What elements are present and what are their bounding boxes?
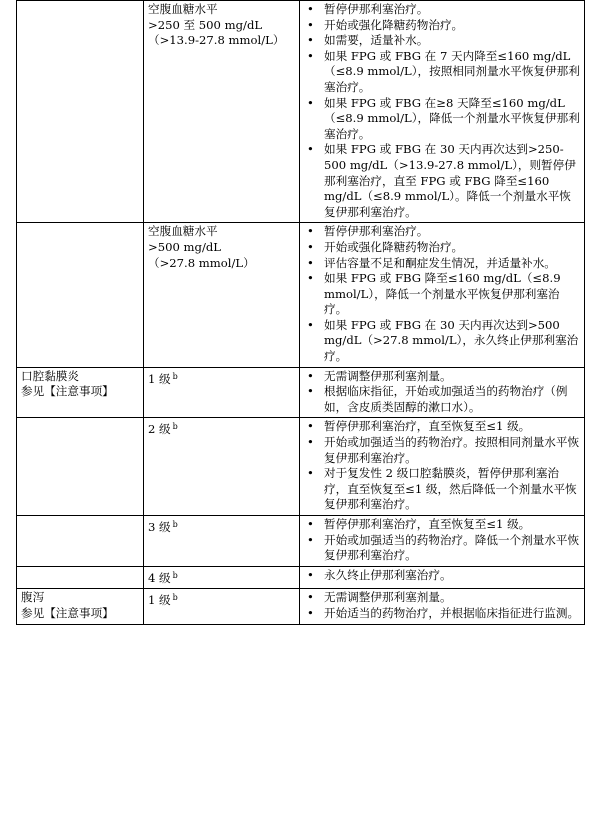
table-row [17,1,585,223]
grade-label: 3 级 [148,520,171,534]
condition-line: 空腹血糖水平 [148,2,218,16]
action-item: • 如果 FPG 或 FBG 在 7 天内降至≤160 mg/dL（≤8.9 mmol/L），按照相同剂量水平恢复伊那利塞治疗。 [304,49,580,96]
action-item: • 如需要，适量补水。 [304,33,580,49]
action-item: • 如果 FPG 或 FBG 降至≤160 mg/dL（≤8.9 mmol/L），降低一个剂量水平恢复伊那利塞治疗。 [304,271,580,318]
condition-line: >500 mg/dL [148,239,221,254]
event-reference: 参见【注意事项】 [21,605,114,620]
action-item: • 如果 FPG 或 FBG 在 30 天内再次达到>500 mg/dL（>27.8 mmol/L），永久终止伊那利塞治疗。 [304,318,580,365]
condition-line: 空腹血糖水平 [148,224,218,239]
event-cell [17,223,144,367]
action-cell [300,589,585,624]
action-item: • 暂停伊那利塞治疗，直至恢复至≤1 级。 [304,517,580,533]
action-item: • 永久终止伊那利塞治疗。 [304,568,580,584]
action-item: • 根据临床指征，开始或加强适当的药物治疗（例如，含皮质类固醇的漱口水）。 [304,384,580,415]
action-cell [300,223,585,367]
event-cell [17,516,144,567]
grade-label: 2 级 [148,422,171,437]
grade-cell [144,589,300,624]
action-item: • 开始或加强适当的药物治疗。降低一个剂量水平恢复伊那利塞治疗。 [304,533,580,564]
action-item: • 开始或强化降糖药物治疗。 [304,240,580,256]
grade-cell [144,566,300,589]
event-name: 口腔黏膜炎 [21,368,79,383]
footnote-marker: b [172,422,178,432]
action-cell [300,367,585,418]
event-cell [17,367,144,418]
event-cell [17,589,144,624]
action-item: • 开始或加强适当的药物治疗。按照相同剂量水平恢复伊那利塞治疗。 [304,435,580,466]
action-cell [300,566,585,589]
event-cell [17,418,144,516]
action-item: • 如果 FPG 或 FBG 在≥8 天降至≤160 mg/dL（≤8.9 mmol/L），降低一个剂量水平恢复伊那利塞治疗。 [304,96,580,143]
action-cell [300,516,585,567]
condition-cell [144,1,300,223]
action-item: • 无需调整伊那利塞剂量。 [304,369,580,385]
dose-modification-table [16,0,585,625]
action-item: • 无需调整伊那利塞剂量。 [304,590,580,606]
action-item: • 暂停伊那利塞治疗。 [304,224,580,240]
table-row [17,418,585,516]
action-item: • 暂停伊那利塞治疗。 [304,2,580,18]
action-item: • 开始或强化降糖药物治疗。 [304,18,580,34]
footnote-marker: b [172,570,178,580]
action-item: • 评估容量不足和酮症发生情况，并适量补水。 [304,256,580,272]
action-item: • 如果 FPG 或 FBG 在 30 天内再次达到>250-500 mg/dL（>13.9-27.8 mmol/L），则暂停伊那利塞治疗，直至 FPG 或 FBG 降至≤160 mg/dL（≤8.9 mmol/L）。降低一个剂量水平恢复伊那利塞治疗。 [304,142,580,220]
grade-cell [144,516,300,567]
footnote-marker: b [172,593,178,603]
table-row [17,367,585,418]
grade-label: 4 级 [148,570,171,585]
grade-label: 1 级 [148,593,171,608]
table-row [17,566,585,589]
action-cell [300,1,585,223]
grade-label: 1 级 [148,371,171,386]
table-row [17,223,585,367]
action-cell [300,418,585,516]
grade-cell [144,418,300,516]
footnote-marker: b [172,520,178,529]
event-reference: 参见【注意事项】 [21,384,114,399]
event-cell [17,1,144,223]
condition-cell [144,223,300,367]
footnote-marker: b [172,371,178,381]
grade-cell [144,367,300,418]
condition-line: （>27.8 mmol/L） [148,255,255,270]
action-item: • 开始适当的药物治疗，并根据临床指征进行监测。 [304,606,580,622]
event-cell [17,566,144,589]
table-row [17,516,585,567]
condition-line: >250 至 500 mg/dL [148,17,263,32]
table-row [17,589,585,624]
event-name: 腹泻 [21,590,45,605]
condition-line: （>13.9-27.8 mmol/L） [148,33,285,48]
action-item: • 暂停伊那利塞治疗，直至恢复至≤1 级。 [304,419,580,435]
action-item: • 对于复发性 2 级口腔黏膜炎，暂停伊那利塞治疗，直至恢复至≤1 级，然后降低一个剂量水平恢复伊那利塞治疗。 [304,466,580,513]
